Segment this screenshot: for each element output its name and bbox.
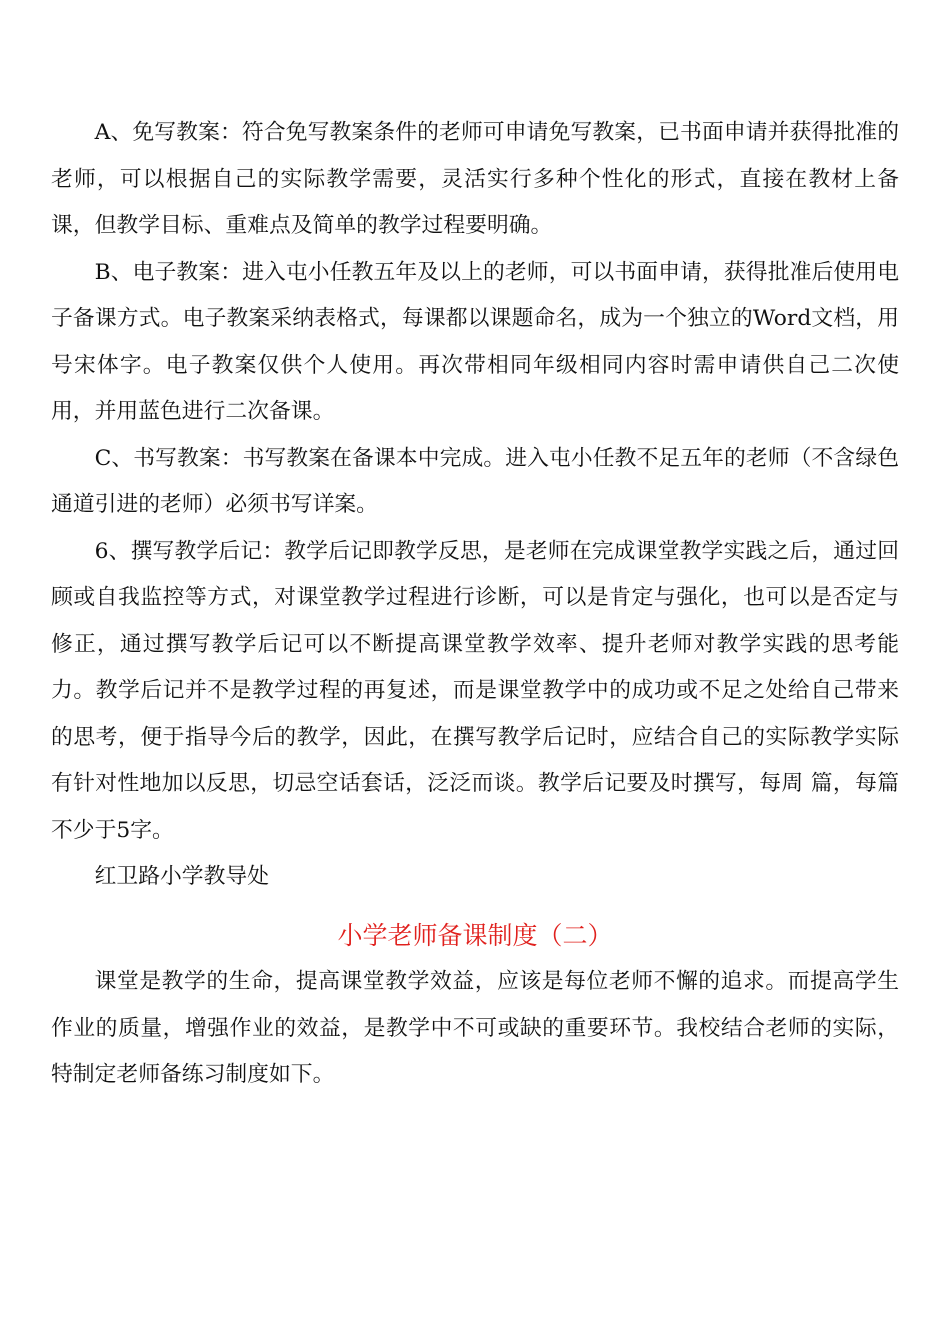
section-heading: 小学老师备课制度（二） [337, 920, 613, 950]
paragraph-a-exempt-lesson-plan: A、免写教案：符合免写教案条件的老师可申请免写教案，已书面申请并获得批准的老师，可以根据自己的实际教学需要，灵活实行多种个性化的形式，直接在教材上备课，但教学目标、重难点及简单的教学过程要明确。 [51, 120, 899, 238]
document-page [51, 110, 899, 1099]
paragraph-6-teaching-reflection: 6、撰写教学后记：教学后记即教学反思，是老师在完成课堂教学实践之后，通过回顾或自我监控等方式，对课堂教学过程进行诊断，可以是肯定与强化，也可以是否定与修正，通过撰写教学后记可以不断提高课堂教学效率、提升老师对教学实践的思考能力。教学后记并不是教学过程的再复述，而是课堂教学中的成功或不足之处给自己带来的思考，便于指导今后的教学，因此，在撰写教学后记时，应结合自己的实际教学实际有针对性地加以反思，切忌空话套话，泛泛而谈。教学后记要及时撰写，每周 篇，每篇不少于5字。 [51, 538, 899, 843]
closing-paragraph: 课堂是教学的生命，提高课堂教学效益，应该是每位老师不懈的追求。而提高学生作业的质量，增强作业的效益，是教学中不可或缺的重要环节。我校结合老师的实际，特制定老师备练习制度如下。 [51, 969, 899, 1087]
signature: 红卫路小学教导处 [94, 864, 269, 889]
paragraph-b-electronic-lesson-plan: B、电子教案：进入屯小任教五年及以上的老师，可以书面申请，获得批准后使用电子备课方式。电子教案采纳表格式，每课都以课题命名，成为一个独立的Word文档，用 号宋体字。电子教案仅供个人使用。再次带相同年级相同内容时需申请供自己二次使用，并用蓝色进行二次备课。 [51, 259, 899, 424]
paragraph-c-written-lesson-plan: C、书写教案：书写教案在备课本中完成。进入屯小任教不足五年的老师（不含绿色通道引进的老师）必须书写详案。 [51, 445, 899, 517]
